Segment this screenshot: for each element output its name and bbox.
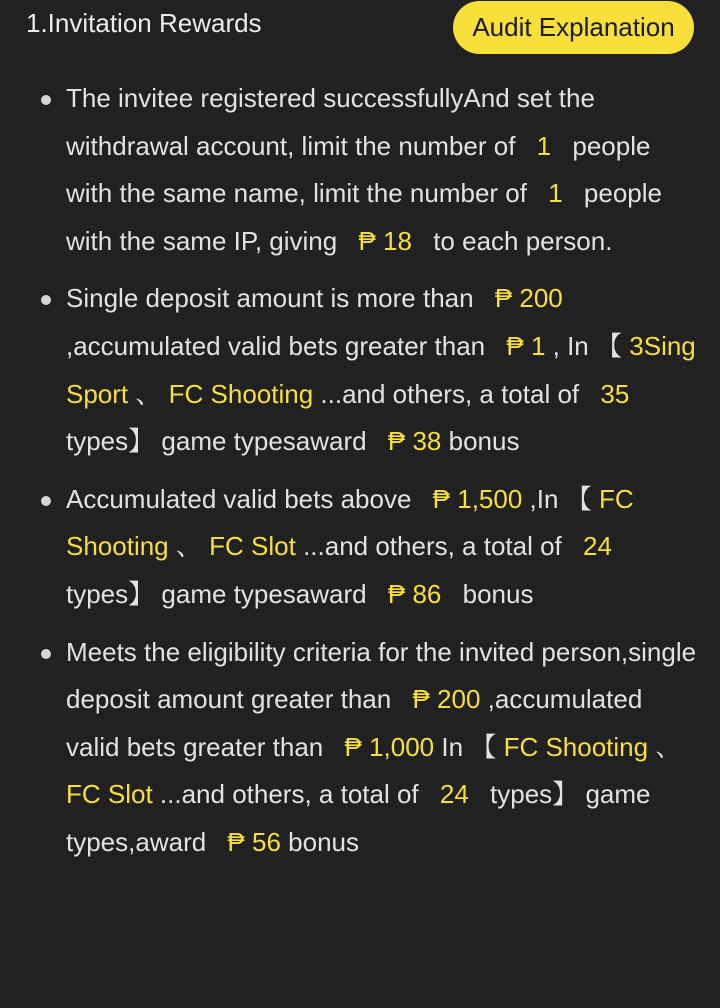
- rule-item: [0, 476, 720, 619]
- rule-item: [0, 75, 720, 265]
- highlight-value: ₱ 1,500: [432, 483, 523, 514]
- rule-text: ,accumulated valid bets greater than: [66, 330, 486, 361]
- bracket: 【: [470, 731, 497, 762]
- highlight-value: ₱ 1: [506, 330, 546, 361]
- highlight-value: 1: [536, 130, 552, 161]
- rule-text: ...and others, a total of: [303, 531, 562, 562]
- bracket: 【: [596, 330, 623, 361]
- game-type-link[interactable]: FC Slot: [209, 531, 296, 562]
- rule-text: Accumulated valid bets above: [66, 483, 412, 514]
- bracket: 】: [128, 578, 155, 609]
- rule-text: ,accumulated valid bets greater than: [66, 684, 643, 762]
- rule-text: ...and others, a total of: [320, 378, 580, 409]
- bracket: 】: [552, 779, 579, 810]
- highlight-value: ₱ 56: [227, 826, 281, 857]
- bracket: 】: [128, 426, 155, 457]
- bullet-icon: [41, 95, 51, 105]
- separator: 、: [655, 731, 682, 762]
- game-type-link[interactable]: FC Shooting: [503, 731, 649, 762]
- rule-text: types: [66, 578, 129, 609]
- game-type-link[interactable]: FC Shooting: [66, 483, 634, 562]
- highlight-value: ₱ 86: [387, 578, 442, 609]
- rule-text: types: [66, 426, 129, 457]
- rule-text: ,In: [529, 483, 559, 514]
- audit-explanation-button[interactable]: Audit Explanation: [453, 1, 694, 54]
- highlight-value: ₱ 1,000: [344, 731, 435, 762]
- bullet-icon: [41, 295, 51, 305]
- game-type-link[interactable]: 3Sing Sport: [66, 330, 696, 409]
- highlight-value: 24: [439, 779, 469, 810]
- rule-text: bonus: [448, 426, 520, 457]
- highlight-value: ₱ 18: [358, 225, 412, 256]
- rule-text: The invitee registered successfullyAnd set the withdrawal account, limit the number of: [66, 83, 595, 161]
- rule-text: bonus: [288, 826, 359, 857]
- highlight-value: ₱ 38: [387, 426, 442, 457]
- bullet-icon: [41, 649, 51, 659]
- rules-list: [0, 75, 720, 877]
- rule-text: people with the same IP, giving: [66, 178, 662, 256]
- section-header: [0, 0, 720, 60]
- highlight-value: ₱ 200: [412, 684, 481, 715]
- rule-text: types: [490, 779, 553, 810]
- rule-text: In: [441, 731, 464, 762]
- separator: 、: [175, 531, 202, 562]
- highlight-value: 35: [600, 378, 630, 409]
- highlight-value: 24: [583, 531, 612, 562]
- rule-text: ...and others, a total of: [159, 779, 419, 810]
- rule-text: game typesaward: [161, 426, 367, 457]
- rule-text: , In: [552, 330, 589, 361]
- rule-text: Single deposit amount is more than: [66, 283, 474, 314]
- rule-text: people with the same name, limit the number of: [66, 130, 651, 209]
- bracket: 【: [565, 483, 592, 514]
- rule-text: bonus: [462, 578, 534, 609]
- rule-item: [0, 629, 720, 867]
- rule-text: game types,award: [66, 779, 651, 857]
- section-title: 1.Invitation Rewards: [26, 8, 262, 38]
- bullet-icon: [41, 496, 51, 506]
- game-type-link[interactable]: FC Slot: [66, 779, 153, 810]
- rule-item: [0, 275, 720, 465]
- highlight-value: ₱ 200: [494, 283, 563, 314]
- rule-text: Meets the eligibility criteria for the invited person,single deposit amount greater than: [66, 636, 697, 715]
- game-type-link[interactable]: FC Shooting: [168, 378, 314, 409]
- separator: 、: [135, 378, 162, 409]
- rule-text: to each person.: [433, 225, 613, 256]
- highlight-value: 1: [548, 178, 563, 209]
- rule-text: game typesaward: [161, 578, 367, 609]
